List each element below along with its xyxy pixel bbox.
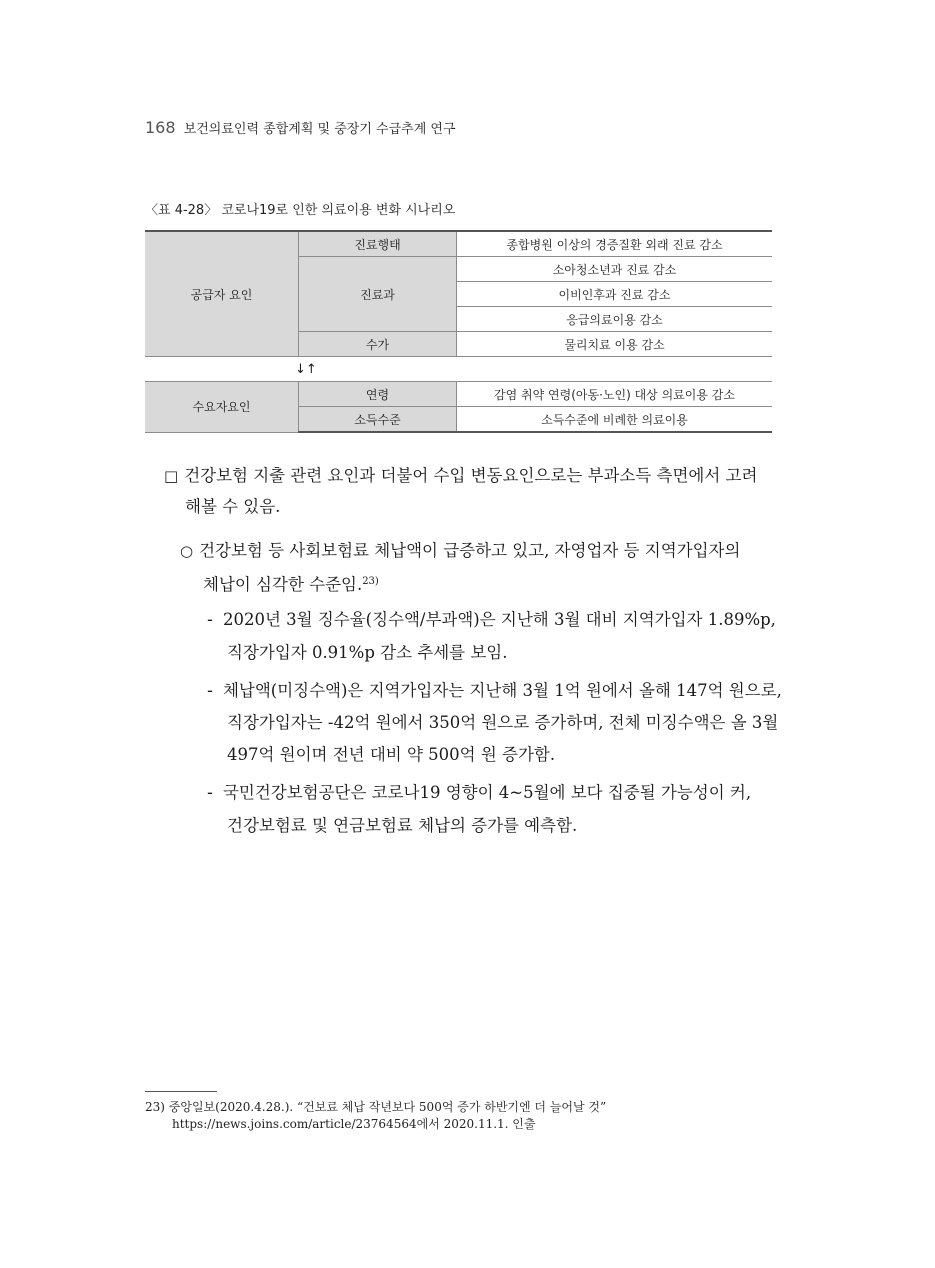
paragraph-line: 건강보험료 및 연금보험료 체납의 증가를 예측함. xyxy=(227,816,578,835)
interaction-arrow: ↓↑ xyxy=(145,357,772,382)
footnote-line: https://news.joins.com/article/23764564에서 2020.11.1. 인출 xyxy=(172,1117,536,1131)
footnote-rule xyxy=(145,1091,217,1092)
paragraph-line: 직장가입자 0.91%p 감소 추세를 보임. xyxy=(227,643,508,662)
category-cell: 소득수준 xyxy=(299,407,457,433)
supply-factor-cell: 공급자 요인 xyxy=(145,231,299,357)
category-cell: 진료과 xyxy=(299,257,457,332)
text: 체납액(미징수액)은 지역가입자는 지난해 3월 1억 원에서 올해 147억 원으로, xyxy=(222,681,782,700)
desc-cell: 종합병원 이상의 경증질환 외래 진료 감소 xyxy=(457,231,773,257)
page-header xyxy=(145,118,456,137)
paragraph-line xyxy=(180,535,740,567)
square-bullet: □ xyxy=(164,467,179,485)
desc-cell: 소득수준에 비례한 의료이용 xyxy=(457,407,773,433)
circle-bullet: ○ xyxy=(180,542,194,560)
table-caption: 〈표 4-28〉 코로나19로 인한 의료이용 변화 시나리오 xyxy=(145,203,456,218)
footnote-ref: 23) xyxy=(362,576,379,587)
paragraph-line: 직장가입자는 -42억 원에서 350억 원으로 증가하며, 전체 미징수액은 올 3월 xyxy=(227,713,779,732)
category-cell: 수가 xyxy=(299,332,457,357)
paragraph-line xyxy=(207,604,776,635)
category-cell: 연령 xyxy=(299,382,457,407)
dash-bullet: - xyxy=(207,783,213,802)
dash-bullet: - xyxy=(207,681,213,700)
desc-cell: 이비인후과 진료 감소 xyxy=(457,282,773,307)
desc-cell: 응급의료이용 감소 xyxy=(457,307,773,332)
desc-cell: 물리치료 이용 감소 xyxy=(457,332,773,357)
dash-bullet: - xyxy=(207,610,213,629)
text: 2020년 3월 징수율(징수액/부과액)은 지난해 3월 대비 지역가입자 1.89%p, xyxy=(222,610,776,629)
desc-cell: 소아청소년과 진료 감소 xyxy=(457,257,773,282)
footnote xyxy=(145,1099,606,1133)
paragraph-line xyxy=(207,675,782,706)
text: 국민건강보험공단은 코로나19 영향이 4~5월에 보다 집중될 가능성이 커, xyxy=(222,783,752,802)
paragraph-line xyxy=(164,460,757,492)
paragraph-line: 497억 원이며 전년 대비 약 500억 원 증가함. xyxy=(227,745,556,764)
running-title: 보건의료인력 종합계획 및 중장기 수급추계 연구 xyxy=(183,122,456,137)
text: 건강보험 지출 관련 요인과 더불어 수입 변동요인으로는 부과소득 측면에서 고려 xyxy=(184,466,758,485)
footnote-line: 23) 중앙일보(2020.4.28.). “건보료 체납 작년보다 500억 증가 하반기엔 더 늘어날 것” xyxy=(145,1100,607,1114)
demand-factor-cell: 수요자요인 xyxy=(145,382,299,433)
text: 체납이 심각한 수준임. xyxy=(203,575,363,594)
paragraph-line: 해볼 수 있음. xyxy=(185,497,281,516)
paragraph-line xyxy=(203,566,379,600)
desc-cell: 감염 취약 연령(아동·노인) 대상 의료이용 감소 xyxy=(457,382,773,407)
text: 건강보험 등 사회보험료 체납액이 급증하고 있고, 자영업자 등 지역가입자의 xyxy=(199,541,741,560)
page-number: 168 xyxy=(145,118,176,137)
scenario-table xyxy=(145,230,772,433)
category-cell: 진료행태 xyxy=(299,231,457,257)
paragraph-line xyxy=(207,777,751,808)
